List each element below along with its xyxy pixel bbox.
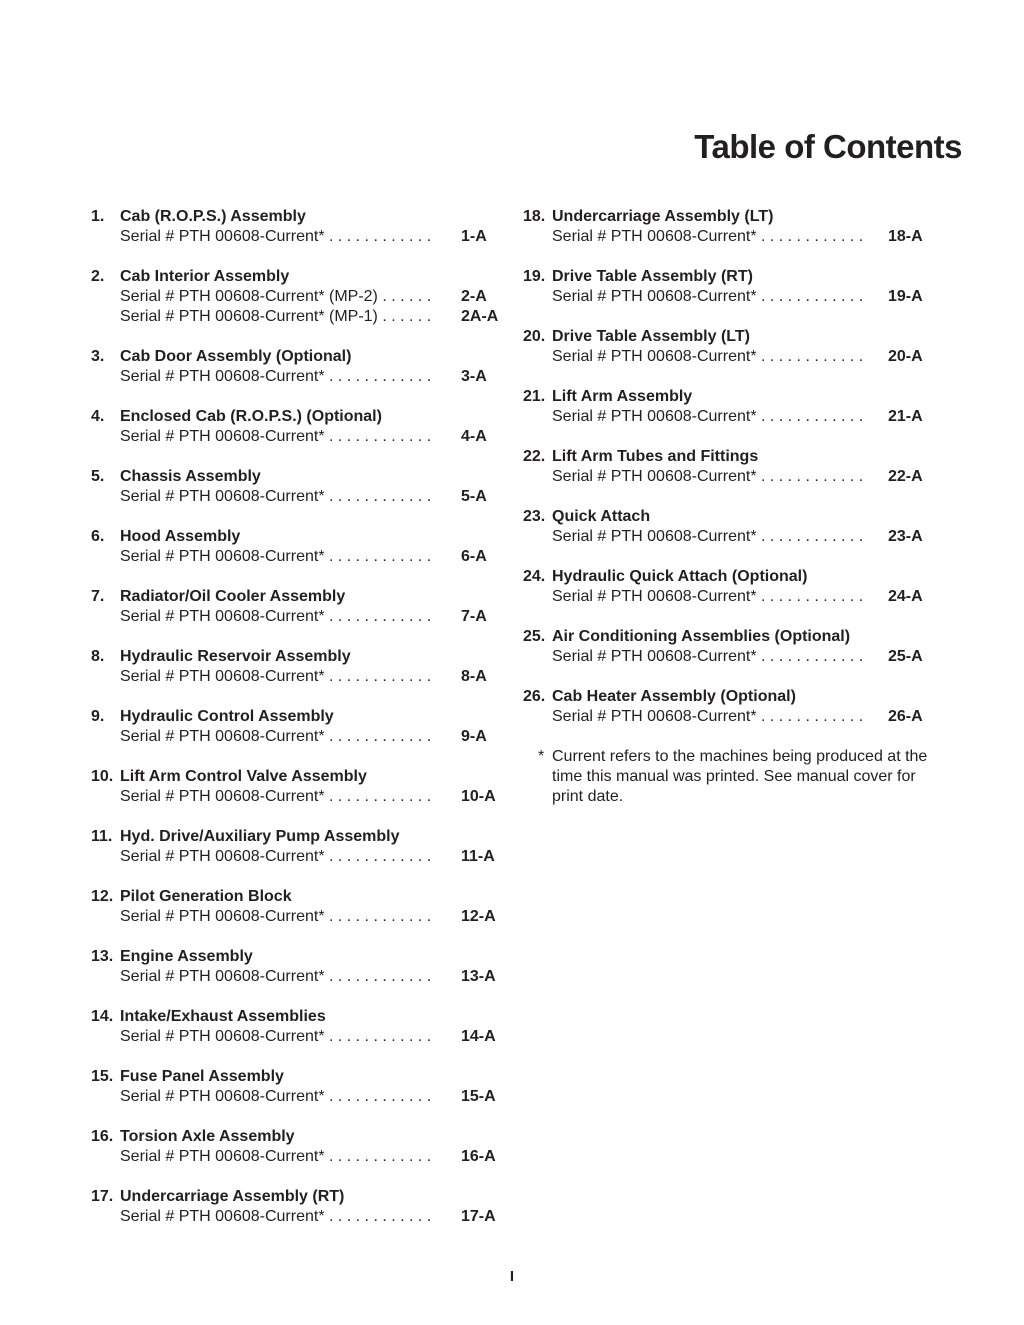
toc-serial-text: Serial # PTH 00608-Current* . . . . . . . . . . . . [120,488,432,505]
toc-entry-title: Lift Arm Assembly [552,388,693,405]
toc-entry-heading [523,207,933,227]
toc-entry[interactable] [91,1007,501,1047]
toc-entry[interactable] [91,347,501,387]
toc-serial-text: Serial # PTH 00608-Current* . . . . . . . . . . . . [552,588,864,605]
toc-entry[interactable] [91,707,501,747]
toc-entry-heading [523,567,933,587]
toc-page-ref[interactable]: 11-A [461,848,495,865]
toc-serial-text: Serial # PTH 00608-Current* . . . . . . . . . . . . [120,1148,432,1165]
toc-entry-number: 20. [523,328,546,345]
toc-page-ref[interactable]: 26-A [888,708,923,725]
toc-entry[interactable] [91,947,501,987]
toc-serial-text: Serial # PTH 00608-Current* . . . . . . . . . . . . [120,428,432,445]
toc-column-right [523,207,933,807]
toc-entry-heading [91,267,501,287]
toc-page-ref[interactable]: 16-A [461,1148,496,1165]
toc-serial-line [91,427,501,447]
toc-entry-title: Lift Arm Tubes and Fittings [552,448,759,465]
toc-page-ref[interactable]: 7-A [461,608,487,625]
toc-entry[interactable] [91,587,501,627]
toc-entry-heading [523,507,933,527]
toc-entry-title: Cab Heater Assembly (Optional) [552,688,796,705]
toc-entry-heading [91,827,501,847]
toc-page-ref[interactable]: 2A-A [461,308,499,325]
toc-page-ref[interactable]: 15-A [461,1088,496,1105]
toc-entry-number: 14. [91,1008,114,1025]
toc-serial-text: Serial # PTH 00608-Current* . . . . . . . . . . . . [120,1088,432,1105]
toc-serial-line [523,227,933,247]
toc-serial-line [523,287,933,307]
toc-entry[interactable] [91,1127,501,1167]
toc-entry-title: Undercarriage Assembly (LT) [552,208,774,225]
toc-page-ref[interactable]: 20-A [888,348,923,365]
toc-serial-line [91,227,501,247]
toc-serial-text: Serial # PTH 00608-Current* . . . . . . . . . . . . [120,228,432,245]
toc-entry[interactable] [523,687,933,727]
toc-entry-heading [91,887,501,907]
toc-entry-heading [91,527,501,547]
toc-serial-line [91,847,501,867]
toc-serial-line [91,287,501,307]
toc-entry-number: 15. [91,1068,114,1085]
toc-serial-line [91,1087,501,1107]
toc-entry[interactable] [91,207,501,247]
toc-serial-text: Serial # PTH 00608-Current* . . . . . . . . . . . . [120,908,432,925]
toc-entry[interactable] [523,387,933,427]
toc-entry[interactable] [91,827,501,867]
toc-entry[interactable] [523,507,933,547]
toc-entry-title: Drive Table Assembly (RT) [552,268,753,285]
toc-entry-number: 25. [523,628,546,645]
toc-entry-heading [91,347,501,367]
toc-entry-number: 22. [523,448,546,465]
toc-entry[interactable] [523,567,933,607]
toc-entry-title: Radiator/Oil Cooler Assembly [120,588,346,605]
toc-column-left [91,207,501,1247]
toc-serial-line [91,547,501,567]
toc-page-ref[interactable]: 10-A [461,788,496,805]
toc-entry[interactable] [91,887,501,927]
toc-entry[interactable] [523,627,933,667]
toc-serial-line [91,487,501,507]
toc-page-ref[interactable]: 6-A [461,548,487,565]
toc-entry[interactable] [91,267,501,327]
toc-entry-heading [523,687,933,707]
toc-entry[interactable] [91,467,501,507]
toc-serial-line [523,407,933,427]
toc-entry-title: Drive Table Assembly (LT) [552,328,750,345]
footnote [523,747,933,807]
toc-entry-title: Hydraulic Quick Attach (Optional) [552,568,808,585]
toc-serial-text: Serial # PTH 00608-Current* . . . . . . . . . . . . [552,468,864,485]
toc-entry-heading [91,1127,501,1147]
toc-page-ref[interactable]: 17-A [461,1208,496,1225]
toc-serial-line [91,367,501,387]
toc-serial-text: Serial # PTH 00608-Current* . . . . . . . . . . . . [120,368,432,385]
toc-page-ref[interactable]: 21-A [888,408,923,425]
toc-page-ref[interactable]: 18-A [888,228,923,245]
toc-entry-number: 11. [91,828,113,845]
toc-entry-number: 18. [523,208,546,225]
toc-page-ref[interactable]: 12-A [461,908,496,925]
toc-entry-number: 21. [523,388,546,405]
toc-serial-text: Serial # PTH 00608-Current* . . . . . . . . . . . . [120,1028,432,1045]
toc-page-ref[interactable]: 5-A [461,488,487,505]
toc-serial-line [91,787,501,807]
toc-page-ref[interactable]: 24-A [888,588,923,605]
toc-entry[interactable] [523,447,933,487]
toc-entry-title: Lift Arm Control Valve Assembly [120,768,367,785]
toc-page-ref[interactable]: 19-A [888,288,923,305]
toc-serial-text: Serial # PTH 00608-Current* . . . . . . . . . . . . [552,648,864,665]
toc-page-ref[interactable]: 8-A [461,668,487,685]
toc-serial-text: Serial # PTH 00608-Current* (MP-2) . . . . . . [120,288,432,305]
toc-entry-title: Undercarriage Assembly (RT) [120,1188,345,1205]
toc-entry-title: Enclosed Cab (R.O.P.S.) (Optional) [120,408,382,425]
toc-serial-text: Serial # PTH 00608-Current* (MP-1) . . . . . . [120,308,432,325]
toc-serial-line [91,607,501,627]
page-title: Table of Contents [694,128,962,165]
toc-entry[interactable] [523,327,933,367]
toc-entry-heading [523,387,933,407]
toc-entry-title: Air Conditioning Assemblies (Optional) [552,628,851,645]
toc-serial-line [523,647,933,667]
toc-entry-heading [91,707,501,727]
toc-entry-number: 3. [91,348,105,365]
toc-serial-line [91,907,501,927]
toc-entry-number: 9. [91,708,105,725]
toc-serial-text: Serial # PTH 00608-Current* . . . . . . . . . . . . [120,848,432,865]
toc-entry-title: Cab (R.O.P.S.) Assembly [120,208,306,225]
toc-entry-title: Hood Assembly [120,528,241,545]
toc-entry-heading [91,767,501,787]
toc-serial-line [523,707,933,727]
toc-entry[interactable] [91,767,501,807]
toc-serial-text: Serial # PTH 00608-Current* . . . . . . . . . . . . [120,728,432,745]
toc-serial-line [91,967,501,987]
toc-entry-title: Hydraulic Control Assembly [120,708,334,725]
toc-entry-number: 12. [91,888,114,905]
toc-entry-heading [523,267,933,287]
toc-page-ref[interactable]: 14-A [461,1028,496,1045]
toc-entry-heading [91,1187,501,1207]
toc-entry-heading [91,647,501,667]
toc-page-ref[interactable]: 4-A [461,428,487,445]
toc-entries-right [523,207,933,727]
toc-page-ref[interactable]: 13-A [461,968,496,985]
toc-entry-heading [91,1067,501,1087]
toc-entry-number: 10. [91,768,114,785]
toc-entry-heading [91,587,501,607]
toc-serial-text: Serial # PTH 00608-Current* . . . . . . . . . . . . [552,288,864,305]
toc-entry-number: 13. [91,948,114,965]
toc-entry-title: Hydraulic Reservoir Assembly [120,648,351,665]
toc-entry-heading [523,447,933,467]
toc-serial-text: Serial # PTH 00608-Current* . . . . . . . . . . . . [120,968,432,985]
toc-entry-number: 6. [91,528,105,545]
toc-entry-heading [91,947,501,967]
toc-entry-title: Cab Interior Assembly [120,268,290,285]
toc-entry-number: 19. [523,268,546,285]
toc-entry-title: Torsion Axle Assembly [120,1128,295,1145]
toc-serial-text: Serial # PTH 00608-Current* . . . . . . . . . . . . [120,1208,432,1225]
toc-entry-number: 7. [91,588,105,605]
toc-serial-text: Serial # PTH 00608-Current* . . . . . . . . . . . . [552,708,864,725]
footnote-marker: * [538,748,545,765]
page-number: I [509,1268,515,1285]
toc-serial-line [523,587,933,607]
toc-serial-line [523,347,933,367]
toc-entry-number: 1. [91,208,105,225]
toc-entry-number: 5. [91,468,105,485]
toc-entry-number: 16. [91,1128,114,1145]
toc-serial-line [523,527,933,547]
toc-entry-heading [523,327,933,347]
toc-entry-number: 17. [91,1188,114,1205]
toc-entry-number: 23. [523,508,546,525]
toc-entry-number: 8. [91,648,105,665]
toc-page-ref[interactable]: 2-A [461,288,487,305]
toc-serial-text: Serial # PTH 00608-Current* . . . . . . . . . . . . [552,228,864,245]
toc-entry[interactable] [91,407,501,447]
toc-serial-line [91,1207,501,1227]
footnote-text: Current refers to the machines being produced at the time this manual was printed. See manual cover for print date. [552,748,928,805]
toc-entry-title: Hyd. Drive/Auxiliary Pump Assembly [120,828,400,845]
toc-serial-text: Serial # PTH 00608-Current* . . . . . . . . . . . . [120,788,432,805]
toc-entry-number: 2. [91,268,105,285]
toc-serial-line [91,1147,501,1167]
toc-entry-number: 4. [91,408,105,425]
toc-serial-line [91,727,501,747]
toc-entry-title: Quick Attach [552,508,651,525]
toc-serial-line [91,667,501,687]
toc-entry-heading [91,207,501,227]
toc-serial-line [91,307,501,327]
toc-entry-title: Engine Assembly [120,948,253,965]
toc-page-ref[interactable]: 3-A [461,368,487,385]
toc-entry-title: Pilot Generation Block [120,888,292,905]
toc-entry-number: 26. [523,688,546,705]
toc-serial-text: Serial # PTH 00608-Current* . . . . . . . . . . . . [120,548,432,565]
toc-serial-text: Serial # PTH 00608-Current* . . . . . . . . . . . . [552,408,864,425]
toc-page-ref[interactable]: 1-A [461,228,487,245]
toc-entry-heading [523,627,933,647]
toc-serial-line [523,467,933,487]
toc-serial-text: Serial # PTH 00608-Current* . . . . . . . . . . . . [552,348,864,365]
toc-entry-heading [91,1007,501,1027]
toc-serial-text: Serial # PTH 00608-Current* . . . . . . . . . . . . [552,528,864,545]
toc-entry-title: Cab Door Assembly (Optional) [120,348,352,365]
toc-entry-number: 24. [523,568,546,585]
toc-entry[interactable] [91,1067,501,1107]
toc-entry-title: Chassis Assembly [120,468,261,485]
toc-entry[interactable] [91,1187,501,1227]
toc-page-ref[interactable]: 23-A [888,528,923,545]
toc-entry-heading [91,467,501,487]
toc-entry-title: Fuse Panel Assembly [120,1068,284,1085]
toc-serial-text: Serial # PTH 00608-Current* . . . . . . . . . . . . [120,608,432,625]
toc-entry-heading [91,407,501,427]
toc-serial-line [91,1027,501,1047]
toc-entry[interactable] [91,527,501,567]
toc-entry[interactable] [91,647,501,687]
toc-page-ref[interactable]: 9-A [461,728,487,745]
toc-entry-title: Intake/Exhaust Assemblies [120,1008,326,1025]
toc-page-ref[interactable]: 25-A [888,648,923,665]
toc-serial-text: Serial # PTH 00608-Current* . . . . . . . . . . . . [120,668,432,685]
toc-entry[interactable] [523,207,933,247]
toc-entry[interactable] [523,267,933,307]
toc-page-ref[interactable]: 22-A [888,468,923,485]
